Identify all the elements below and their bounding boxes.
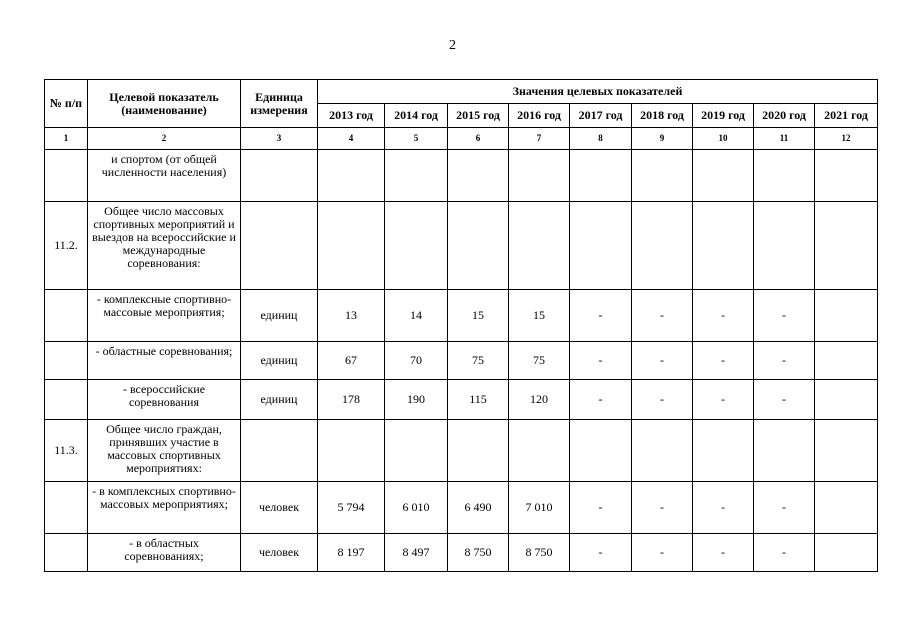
value-cell: 67 [318,342,385,380]
value-cell: - [570,342,632,380]
table-row [45,420,878,482]
table-row [45,482,878,534]
value-cell: - [570,290,632,342]
row-number [45,150,88,202]
value-cell: - [693,482,754,534]
value-cell: 7 010 [509,482,570,534]
value-cell: 6 010 [385,482,448,534]
header-indicator: Целевой показатель (наименование) [88,80,241,128]
row-number [45,380,88,420]
value-cell [754,420,815,482]
value-cell: 75 [448,342,509,380]
header-row [45,80,878,104]
value-cell: 8 750 [509,534,570,572]
value-cell: - [693,380,754,420]
value-cell [693,420,754,482]
value-cell [570,202,632,290]
value-cell: - [570,534,632,572]
column-number: 10 [693,128,754,150]
value-cell [815,420,878,482]
row-number [45,534,88,572]
column-number: 5 [385,128,448,150]
value-cell: 115 [448,380,509,420]
header-year: 2019 год [693,104,754,128]
value-cell [815,290,878,342]
value-cell [815,534,878,572]
value-cell: - [632,290,693,342]
value-cell: - [570,482,632,534]
value-cell: 15 [509,290,570,342]
table-row [45,534,878,572]
value-cell [632,150,693,202]
column-numbers-row [45,128,878,150]
value-cell: 15 [448,290,509,342]
indicator-name: и спортом (от общей численности населения) [88,150,241,202]
value-cell: 13 [318,290,385,342]
header-year: 2020 год [754,104,815,128]
value-cell: - [632,482,693,534]
unit: человек [241,534,318,572]
unit: единиц [241,380,318,420]
value-cell [815,380,878,420]
value-cell [448,420,509,482]
value-cell [385,202,448,290]
value-cell [815,482,878,534]
value-cell [815,202,878,290]
value-cell [754,150,815,202]
value-cell [509,202,570,290]
value-cell: 178 [318,380,385,420]
column-number: 2 [88,128,241,150]
value-cell: - [754,482,815,534]
table-row [45,150,878,202]
value-cell [448,202,509,290]
value-cell: - [632,342,693,380]
value-cell: 8 197 [318,534,385,572]
value-cell: - [754,380,815,420]
indicator-name: - комплексные спортивно-массовые мероприятия; [88,290,241,342]
value-cell: 6 490 [448,482,509,534]
value-cell [754,202,815,290]
value-cell [570,420,632,482]
header-year: 2018 год [632,104,693,128]
value-cell [693,202,754,290]
value-cell: 8 497 [385,534,448,572]
value-cell [693,150,754,202]
value-cell [385,150,448,202]
column-number: 9 [632,128,693,150]
value-cell [632,202,693,290]
value-cell [385,420,448,482]
header-values-group: Значения целевых показателей [318,80,878,104]
indicator-name: - всероссийские соревнования [88,380,241,420]
table-row [45,342,878,380]
unit: единиц [241,342,318,380]
value-cell: - [754,534,815,572]
row-number: 11.2. [45,202,88,290]
header-year: 2021 год [815,104,878,128]
value-cell: - [754,342,815,380]
header-unit: Единица измерения [241,80,318,128]
value-cell [448,150,509,202]
unit [241,202,318,290]
row-number [45,342,88,380]
header-year: 2013 год [318,104,385,128]
value-cell: 8 750 [448,534,509,572]
header-num: № п/п [45,80,88,128]
table-row [45,202,878,290]
unit [241,150,318,202]
value-cell [632,420,693,482]
value-cell: 70 [385,342,448,380]
row-number [45,482,88,534]
header-year: 2015 год [448,104,509,128]
value-cell: - [570,380,632,420]
value-cell: - [632,534,693,572]
column-number: 1 [45,128,88,150]
value-cell: 5 794 [318,482,385,534]
target-indicators-table [44,79,878,572]
value-cell: - [693,290,754,342]
value-cell: 190 [385,380,448,420]
value-cell: - [754,290,815,342]
row-number [45,290,88,342]
value-cell [509,150,570,202]
indicator-name: - в комплексных спортивно-массовых мероприятиях; [88,482,241,534]
indicator-name: - в областных соревнованиях; [88,534,241,572]
page-number: 2 [449,38,456,53]
column-number: 11 [754,128,815,150]
table-row [45,290,878,342]
header-year: 2014 год [385,104,448,128]
unit: человек [241,482,318,534]
indicator-name: Общее число массовых спортивных мероприятий и выездов на всероссийские и международные соревнования: [88,202,241,290]
value-cell: 120 [509,380,570,420]
indicator-name: - областные соревнования; [88,342,241,380]
table-row [45,380,878,420]
value-cell: - [693,342,754,380]
indicator-name: Общее число граждан, принявших участие в массовых спортивных мероприятиях: [88,420,241,482]
value-cell [318,150,385,202]
value-cell [318,202,385,290]
value-cell: - [632,380,693,420]
unit: единиц [241,290,318,342]
value-cell: 75 [509,342,570,380]
row-number: 11.3. [45,420,88,482]
header-year: 2016 год [509,104,570,128]
value-cell: 14 [385,290,448,342]
value-cell [570,150,632,202]
column-number: 6 [448,128,509,150]
unit [241,420,318,482]
column-number: 8 [570,128,632,150]
column-number: 7 [509,128,570,150]
value-cell [318,420,385,482]
value-cell: - [693,534,754,572]
value-cell [815,342,878,380]
value-cell [509,420,570,482]
column-number: 4 [318,128,385,150]
column-number: 12 [815,128,878,150]
column-number: 3 [241,128,318,150]
header-year: 2017 год [570,104,632,128]
table-body [45,150,878,572]
value-cell [815,150,878,202]
